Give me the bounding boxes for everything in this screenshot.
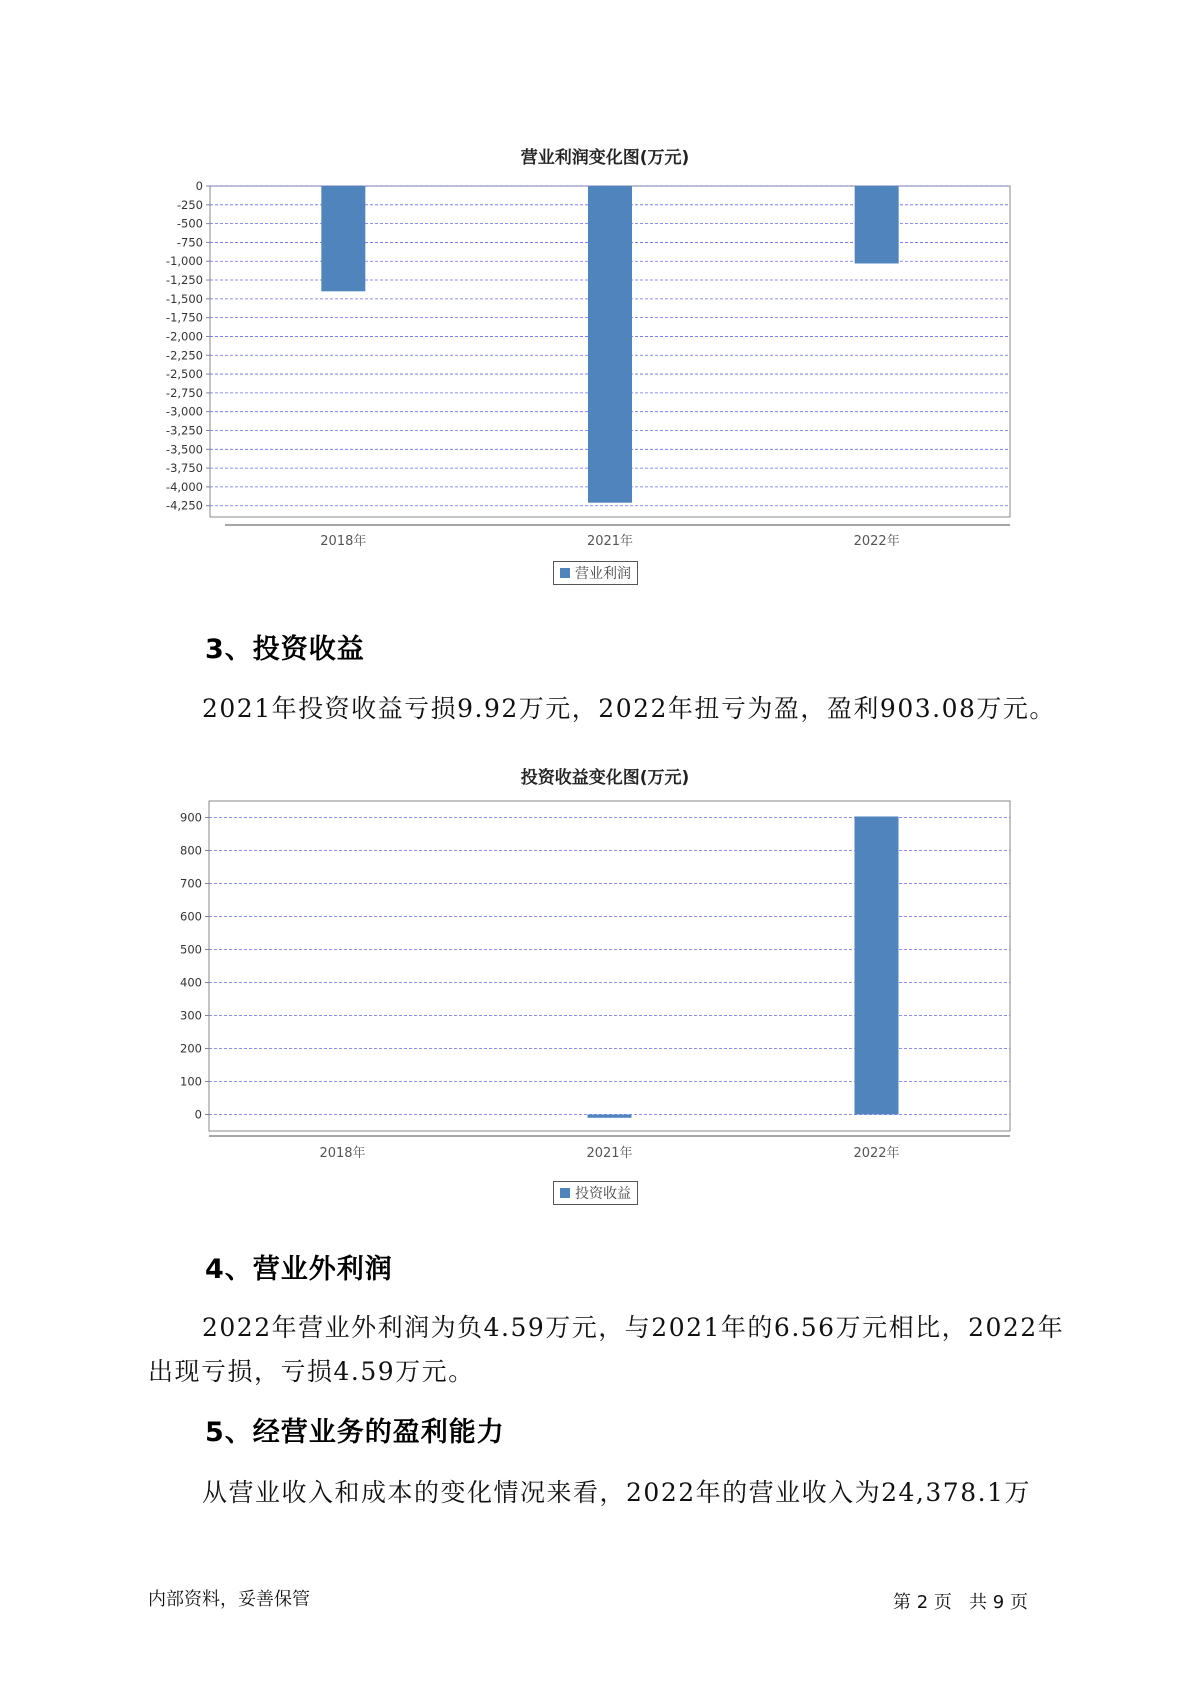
y-tick-label: 500 bbox=[180, 942, 202, 957]
section-4-paragraph-line2: 出现亏损，亏损4.59万元。 bbox=[148, 1357, 475, 1386]
y-tick-label: 700 bbox=[180, 876, 202, 891]
chart2-title: 投资收益变化图(万元) bbox=[520, 768, 690, 788]
bar-2022年 bbox=[855, 816, 899, 1114]
x-tick-label: 2021年 bbox=[586, 534, 634, 549]
chart2 bbox=[0, 790, 1191, 1180]
x-tick-label: 2018年 bbox=[319, 1146, 366, 1161]
legend-swatch bbox=[560, 568, 570, 578]
chart2-legend bbox=[553, 1181, 638, 1205]
section-5-heading: 5、经营业务的盈利能力 bbox=[205, 1417, 505, 1448]
y-tick-label: 400 bbox=[180, 975, 202, 990]
footer-page-number: 第 2 页 共 9 页 bbox=[893, 1592, 1028, 1613]
y-tick-label: -500 bbox=[176, 216, 203, 231]
y-tick-label: 100 bbox=[180, 1074, 202, 1089]
chart1 bbox=[0, 160, 1191, 560]
y-tick-label: -2,750 bbox=[165, 385, 203, 400]
chart1-title: 营业利润变化图(万元) bbox=[520, 148, 690, 168]
y-tick-label: -4,000 bbox=[165, 479, 203, 494]
x-tick-label: 2018年 bbox=[320, 534, 367, 549]
footer-confidential: 内部资料，妥善保管 bbox=[148, 1589, 310, 1610]
section-4-heading: 4、营业外利润 bbox=[205, 1254, 393, 1285]
bar-2021年 bbox=[588, 186, 632, 503]
y-tick-label: -2,500 bbox=[165, 367, 203, 382]
y-tick-label: -3,750 bbox=[165, 461, 203, 476]
x-tick-label: 2021年 bbox=[586, 1146, 633, 1161]
y-tick-label: -2,000 bbox=[165, 329, 203, 344]
y-tick-label: -3,250 bbox=[165, 423, 203, 438]
section-3-paragraph: 2021年投资收益亏损9.92万元，2022年扭亏为盈，盈利903.08万元。 bbox=[202, 694, 1056, 723]
y-tick-label: 600 bbox=[180, 909, 202, 924]
y-tick-label: -3,000 bbox=[165, 404, 203, 419]
y-tick-label: -2,250 bbox=[165, 348, 203, 363]
y-tick-label: -4,250 bbox=[165, 498, 203, 513]
bar-2021年 bbox=[588, 1115, 632, 1118]
x-tick-label: 2022年 bbox=[853, 534, 900, 549]
y-tick-label: -3,500 bbox=[165, 442, 203, 457]
y-tick-label: 300 bbox=[180, 1008, 202, 1023]
y-tick-label: -750 bbox=[176, 235, 203, 250]
y-tick-label: 0 bbox=[195, 179, 203, 193]
bar-2022年 bbox=[855, 186, 899, 263]
y-tick-label: -1,000 bbox=[165, 254, 203, 269]
y-tick-label: 900 bbox=[180, 810, 202, 825]
section-4-paragraph-line1: 2022年营业外利润为负4.59万元，与2021年的6.56万元相比，2022年 bbox=[202, 1313, 1065, 1342]
y-tick-label: 0 bbox=[194, 1107, 202, 1122]
section-5-paragraph: 从营业收入和成本的变化情况来看，2022年的营业收入为24,378.1万 bbox=[202, 1478, 1031, 1507]
y-tick-label: 800 bbox=[180, 843, 202, 858]
section-3-heading: 3、投资收益 bbox=[205, 634, 365, 665]
y-tick-label: 200 bbox=[180, 1041, 202, 1056]
y-tick-label: -1,500 bbox=[165, 291, 203, 306]
chart1-legend bbox=[553, 561, 638, 585]
y-tick-label: -1,750 bbox=[165, 310, 203, 325]
chart1-legend-label: 营业利润 bbox=[575, 566, 631, 582]
legend-swatch bbox=[560, 1188, 570, 1198]
chart2-legend-label: 投资收益 bbox=[575, 1186, 631, 1202]
bar-2018年 bbox=[321, 186, 365, 291]
y-tick-label: -1,250 bbox=[165, 273, 203, 288]
y-tick-label: -250 bbox=[176, 197, 203, 212]
x-tick-label: 2022年 bbox=[853, 1146, 900, 1161]
